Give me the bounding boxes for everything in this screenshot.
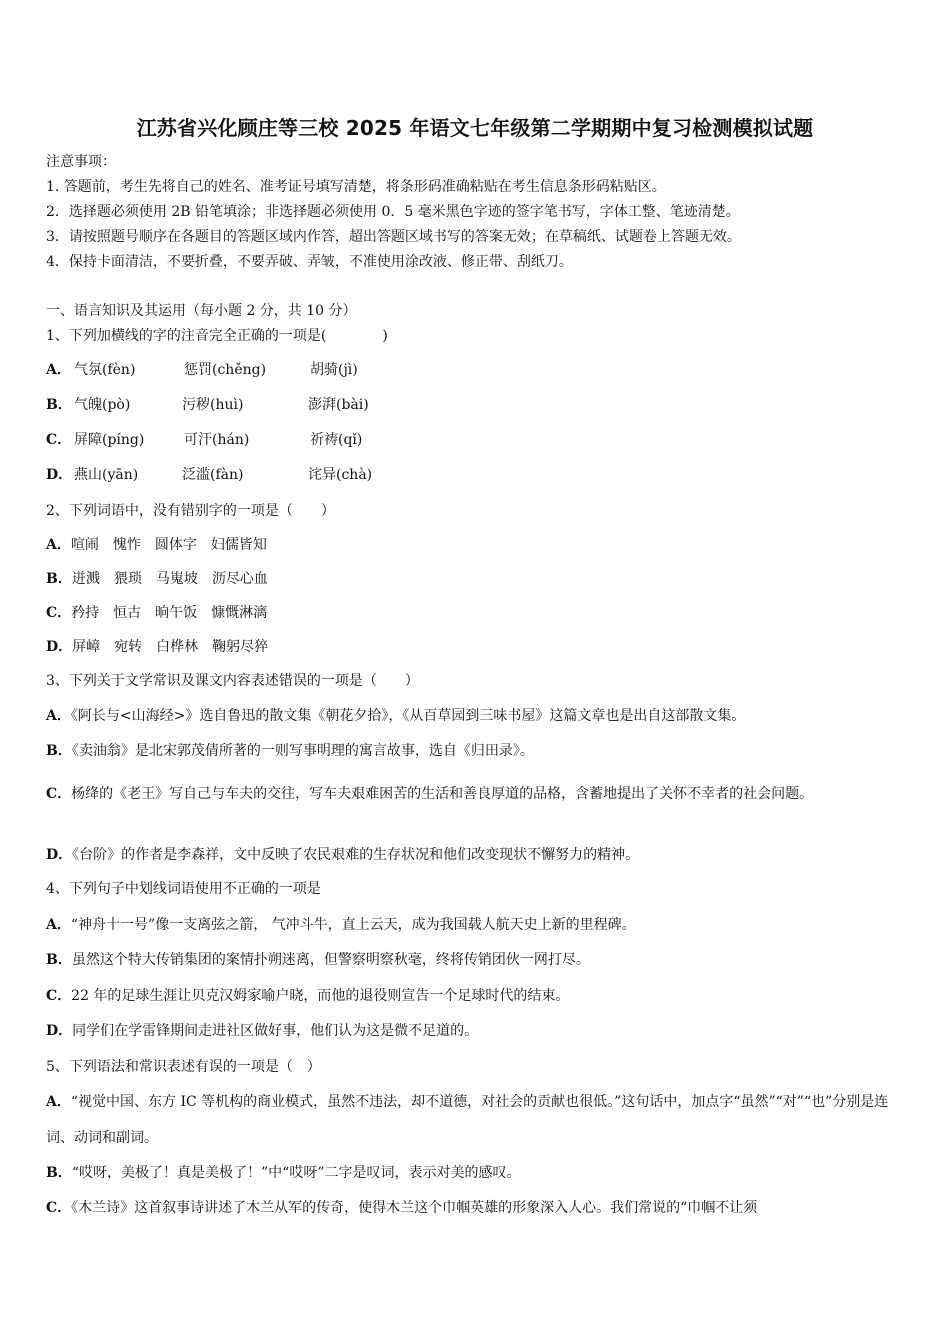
option-letter: C． [46,1200,72,1216]
option-text: “视觉中国、东方 IC 等机构的商业模式，虽然不违法，却不道德，对社会的贡献也很低。”这句话中，加点字“虽然”“对”“也”分别是连词、动词和副词。 [46,1094,889,1146]
option-text: “神舟十一号”像一支离弦之箭， 气冲斗牛，直上云天，成为我国载人航天史上新的里程碑。 [70,917,636,933]
option-letter: D． [46,1023,73,1039]
option-row [46,742,534,760]
option-text: 矜持 恒古 晌午饭 慷慨淋漓 [71,605,268,621]
option-row [46,1164,520,1182]
option-choice: 澎湃(bài) [308,397,369,413]
page-title: 江苏省兴化顾庄等三校 2025 年语文七年级第二学期期中复习检测模拟试题 [136,116,814,140]
option-letter: B． [46,571,72,587]
option-row [46,916,636,934]
option-text: 《台阶》的作者是李森祥，文中反映了农民艰难的生存状况和他们改变现状不懈努力的精神。 [72,847,640,863]
option-text: 杨绛的《老王》写自己与车夫的交往，写车夫艰难困苦的生活和善良厚道的品格，含蓄地提出了关怀不幸者的社会问题。 [71,786,814,802]
option-choice: 祈祷(qǐ) [310,432,363,448]
option-row [46,638,268,656]
option-text: 喧闹 愧怍 圆体字 妇儒皆知 [70,537,267,553]
option-letter: D． [46,847,73,863]
option-row [46,570,268,588]
notice-item: 2．选择题必须使用 2B 铅笔填涂；非选择题必须使用 0．5 毫米黑色字迹的签字笔书写，字体工整、笔迹清楚。 [46,204,740,220]
option-letter: C． [46,786,72,802]
option-choice: 泛滥(fàn) [182,467,244,483]
option-letter: D． [46,467,73,483]
option-letter: B． [46,1165,72,1181]
option-row [46,536,267,554]
option-choice: 气魄(pò) [74,397,131,413]
option-text: 22 年的足球生涯让贝克汉姆家喻户晓，而他的退役则宣告一个足球时代的结束。 [71,988,570,1004]
option-text: 《阿长与<山海经>》选自鲁迅的散文集《朝花夕拾》，《从百草园到三味书屋》这篇文章也是出自这部散文集。 [70,708,746,724]
option-letter: A． [46,917,71,933]
option-letter: C． [46,432,72,448]
option-choice: 污秽(huì) [182,397,244,413]
notice-item: 1. 答题前，考生先将自己的姓名、准考证号填写清楚，将条形码准确粘贴在考生信息条形码粘贴区。 [46,179,666,195]
option-text: 迸溅 猥琐 马嵬坡 沥尽心血 [71,571,268,587]
notice-heading: 注意事项： [46,154,116,170]
option-choice: 胡骑(jì) [310,362,358,378]
question-stem: 5、下列语法和常识表述有误的一项是（ ） [46,1059,321,1075]
option-choice: 可汗(hán) [184,432,250,448]
option-row [46,1199,757,1217]
option-letter: A． [46,537,71,553]
option-row [46,1084,906,1156]
option-text: “哎呀，美极了！真是美极了！”中“哎呀”二字是叹词，表示对美的感叹。 [71,1165,521,1181]
option-letter: A． [46,1094,71,1110]
question-stem: 1、下列加横线的字的注音完全正确的一项是( ) [46,328,388,344]
option-choice: 气氛(fèn) [74,362,136,378]
option-row [46,1022,478,1040]
option-text: 同学们在学雷锋期间走进社区做好事，他们认为这是微不足道的。 [72,1023,479,1039]
option-row [46,604,267,622]
option-text: 《木兰诗》这首叙事诗讲述了木兰从军的传奇，使得木兰这个巾帼英雄的形象深入人心。我们常说的“巾帼不让须 [71,1200,758,1216]
option-row [46,707,745,725]
option-letter: C． [46,988,72,1004]
option-letter: A． [46,708,71,724]
option-letter: B． [46,743,72,759]
section-heading: 一、语言知识及其运用（每小题 2 分，共 10 分） [46,303,357,319]
question-stem: 4、下列句子中划线词语使用不正确的一项是 [46,881,321,897]
option-choice: 屏障(píng) [74,432,145,448]
option-choice: 燕山(yān) [74,467,139,483]
option-letter: A． [46,362,71,378]
question-stem: 2、下列词语中，没有错别字的一项是（ ） [46,503,335,519]
option-choice: 诧异(chà) [308,467,373,483]
question-stem: 3、下列关于文学常识及课文内容表述错误的一项是（ ） [46,673,419,689]
option-row [46,951,590,969]
option-letter: B． [46,397,72,413]
notice-item: 3．请按照题号顺序在各题目的答题区域内作答，超出答题区域书写的答案无效；在草稿纸、试题卷上答题无效。 [46,229,741,245]
option-text: 虽然这个特大传销集团的案情扑朔迷离，但警察明察秋毫，终将传销团伙一网打尽。 [71,952,590,968]
option-text: 屏嶂 宛转 白桦林 鞠躬尽猝 [72,639,269,655]
option-text: 《卖油翁》是北宋郭茂倩所著的一则写事明理的寓言故事，选自《归田录》。 [71,743,534,759]
option-row [46,987,569,1005]
option-row [46,776,906,812]
option-choice: 惩罚(chěng) [184,362,267,378]
option-letter: C． [46,605,72,621]
option-letter: B． [46,952,72,968]
option-letter: D． [46,639,73,655]
option-row [46,846,639,864]
notice-item: 4．保持卡面清洁，不要折叠，不要弄破、弄皱，不准使用涂改液、修正带、刮纸刀。 [46,254,573,270]
